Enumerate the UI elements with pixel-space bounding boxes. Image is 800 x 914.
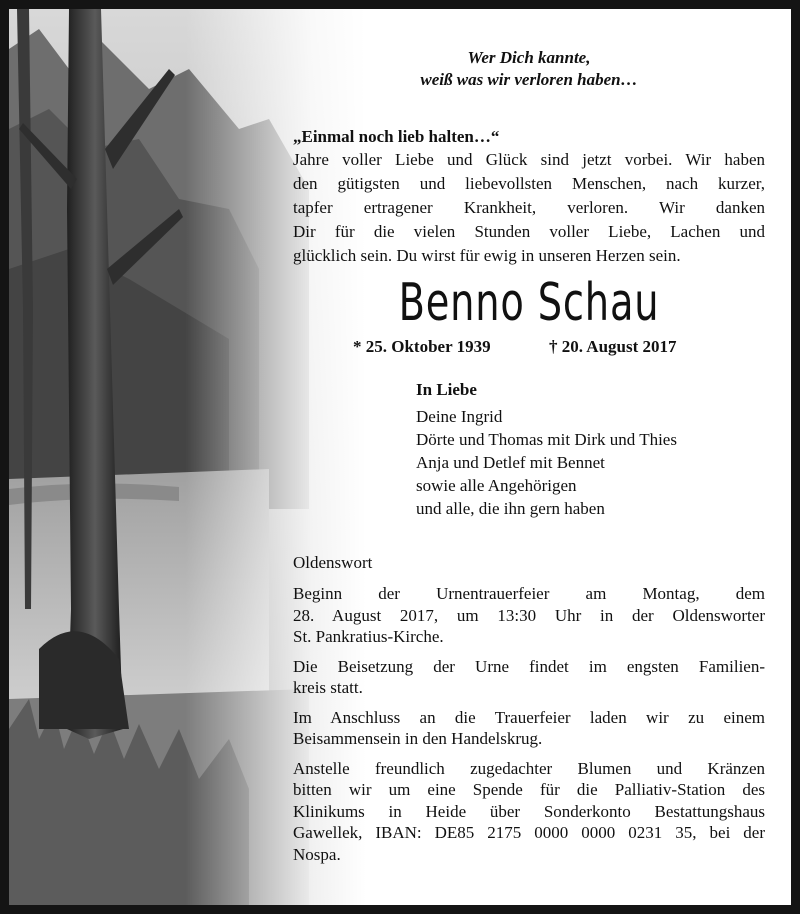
deceased-name: Benno Schau — [398, 273, 660, 333]
place-name: Oldenswort — [293, 553, 373, 572]
info-line: Gawellek, IBAN: DE85 2175 0000 0000 0231 35, bei der — [293, 823, 765, 842]
info-line: Klinikums in Heide über Sonderkonto Bestattungshaus — [293, 801, 765, 821]
info-line: St. Pankratius-Kirche. — [293, 627, 444, 646]
mourner-name: Deine Ingrid — [416, 407, 503, 426]
mourners-list — [416, 378, 677, 520]
info-paragraph — [293, 656, 765, 699]
mourner-name: Anja und Detlef mit Bennet — [416, 453, 605, 472]
quote-title: „Einmal noch lieb halten…“ — [293, 127, 500, 146]
mourner-name: sowie alle Angehörigen — [416, 476, 577, 495]
info-line: bitten wir um eine Spende für die Palliativ-Station des — [293, 780, 765, 799]
info-line: Im Anschluss an die Trauerfeier laden wir zu einem — [293, 707, 765, 727]
info-line: Anstelle freundlich zugedachter Blumen und Kränzen — [293, 758, 765, 778]
info-paragraph — [293, 758, 765, 866]
funeral-info — [293, 583, 765, 873]
quote-body — [293, 148, 765, 268]
info-paragraph — [293, 583, 765, 648]
quote-line: Dir für die vielen Stunden voller Liebe, Lachen und — [293, 222, 765, 241]
info-line: Die Beisetzung der Urne findet im engsten Familien- — [293, 656, 765, 676]
birth-date: * 25. Oktober 1939 — [353, 337, 491, 356]
mourner-name: Dörte und Thomas mit Dirk und Thies — [416, 430, 677, 449]
quote-line: glücklich sein. Du wirst für ewig in unseren Herzen sein. — [293, 246, 681, 265]
mourners-heading: In Liebe — [416, 380, 477, 399]
info-line: Beginn der Urnentrauerfeier am Montag, dem — [293, 584, 765, 603]
info-line: Nospa. — [293, 844, 341, 864]
motto-line: weiß was wir verloren haben… — [420, 70, 638, 89]
motto-line: Wer Dich kannte, — [467, 48, 591, 67]
quote-line: tapfer ertragener Krankheit, verloren. Wir danken — [293, 198, 765, 217]
info-paragraph — [293, 707, 765, 750]
motto — [293, 47, 765, 91]
info-line: kreis statt. — [293, 678, 363, 697]
mourner-name: und alle, die ihn gern haben — [416, 499, 605, 518]
death-date: † 20. August 2017 — [549, 337, 677, 356]
quote-line: den gütigsten und liebevollsten Menschen, nach kurzer, — [293, 174, 765, 193]
quote-line: Jahre voller Liebe und Glück sind jetzt vorbei. Wir haben — [293, 150, 765, 169]
info-line: Beisammensein in den Handelskrug. — [293, 729, 543, 748]
info-line: 28. August 2017, um 13:30 Uhr in der Oldensworter — [293, 605, 765, 625]
